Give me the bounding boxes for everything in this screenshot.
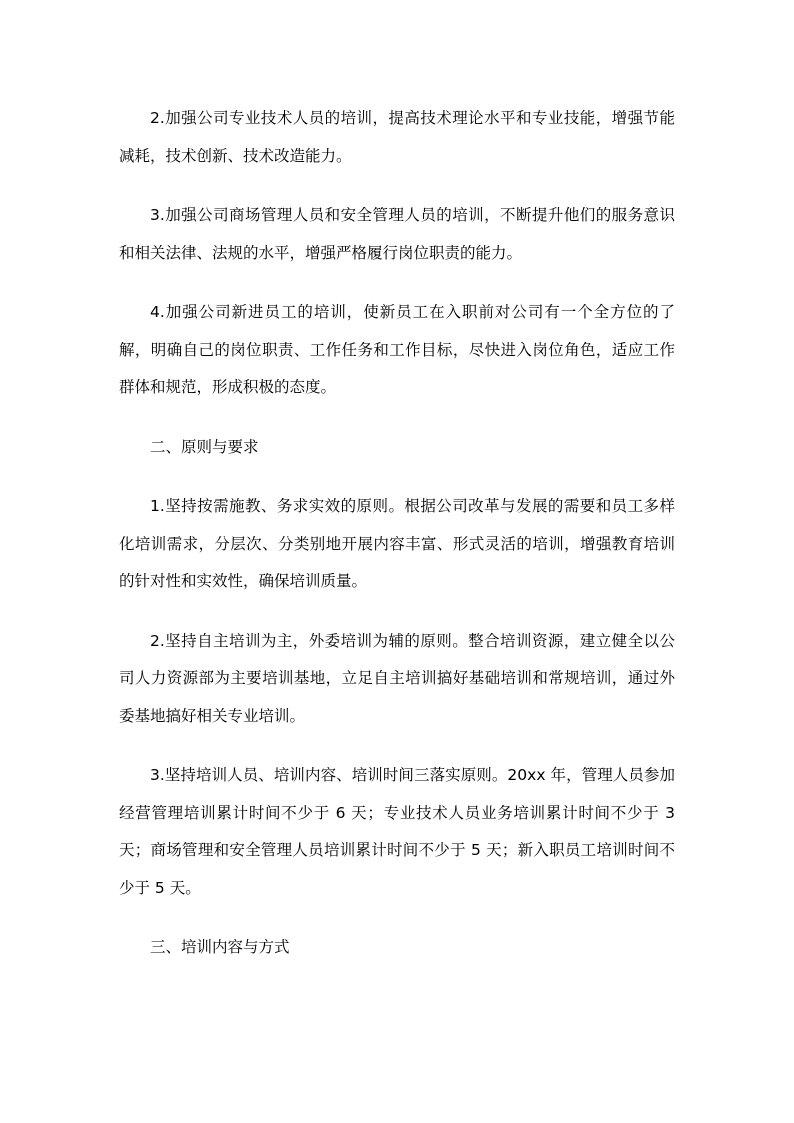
section-heading-content-methods: 三、培训内容与方式 bbox=[150, 938, 290, 956]
paragraph-goal-4: 4.加强公司新进员工的培训，使新员工在入职前对公司有一个全方位的了解，明确自己的岗位职责、工作任务和工作目标，尽快进入岗位角色，适应工作群体和规范，形成积极的态度。 bbox=[119, 303, 675, 396]
section-heading-principles: 二、原则与要求 bbox=[150, 437, 259, 456]
paragraph-principle-3: 3.坚持培训人员、培训内容、培训时间三落实原则。20xx 年，管理人员参加经营管理培训累计时间不少于 6 天；专业技术人员业务培训累计时间不少于 3 天；商场管理和安全管理人员培训累计时间不少于 5 天；新入职员工培训时间不少于 5 天。 bbox=[119, 766, 675, 897]
paragraph-principle-2: 2.坚持自主培训为主，外委培训为辅的原则。整合培训资源，建立健全以公司人力资源部为主要培训基地，立足自主培训搞好基础培训和常规培训，通过外委基地搞好相关专业培训。 bbox=[119, 631, 675, 725]
paragraph-goal-3: 3.加强公司商场管理人员和安全管理人员的培训，不断提升他们的服务意识和相关法律、法规的水平，增强严格履行岗位职责的能力。 bbox=[119, 206, 675, 262]
document-body bbox=[119, 100, 675, 967]
paragraph-goal-2: 2.加强公司专业技术人员的培训，提高技术理论水平和专业技能，增强节能减耗，技术创新、技术改造能力。 bbox=[119, 109, 675, 165]
paragraph-principle-1: 1.坚持按需施教、务求实效的原则。根据公司改革与发展的需要和员工多样化培训需求，分层次、分类别地开展内容丰富、形式灵活的培训，增强教育培训的针对性和实效性，确保培训质量。 bbox=[119, 497, 675, 590]
